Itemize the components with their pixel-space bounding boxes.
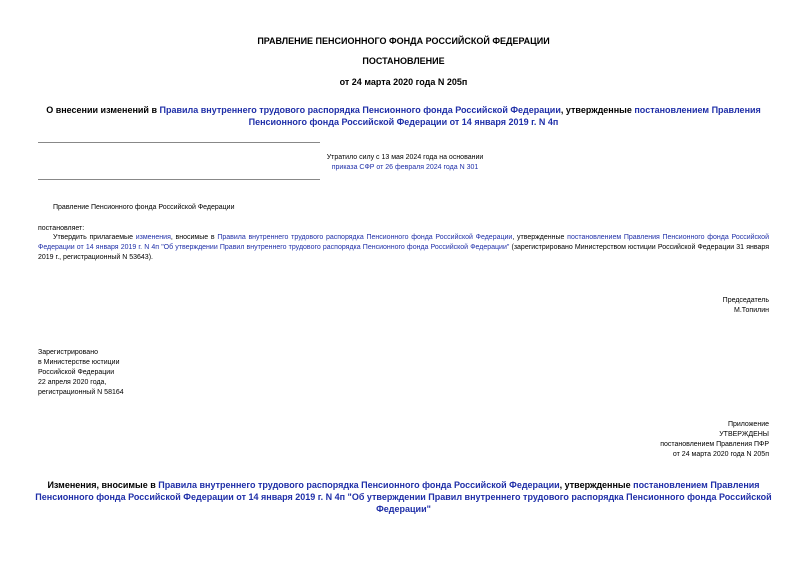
signature-name: М.Топилин [734, 307, 769, 314]
changes-mid: , утвержденные [559, 480, 634, 490]
changes-link-rules[interactable]: Правила внутреннего трудового распорядка Пенсионного фонда Российской Федерации [158, 480, 560, 490]
appendix-line-4: от 24 марта 2020 года N 205п [672, 451, 769, 458]
doc-title [30, 104, 777, 128]
registration-line-2: в Министерстве юстиции [38, 359, 120, 366]
doc-date-number: от 24 марта 2020 года N 205п [339, 77, 468, 87]
doc-type: ПОСТАНОВЛЕНИЕ [362, 56, 445, 66]
appendix-line-2: УТВЕРЖДЕНЫ [719, 431, 769, 438]
registration-line-4: 22 апреля 2020 года, [38, 379, 107, 386]
registration-line-5: регистрационный N 58164 [38, 389, 124, 396]
p1-link-changes[interactable]: изменения [135, 234, 171, 241]
p1-text-b: , вносимые в [170, 234, 218, 241]
p1-text-d: (зарегистрировано Министерством юстиции Российской Федерации 31 января 2019 г., регистрационный N 53643). [38, 244, 769, 261]
title-prefix: О внесении изменений в [46, 105, 160, 115]
registration-line-1: Зарегистрировано [38, 349, 98, 356]
org-header: ПРАВЛЕНИЕ ПЕНСИОННОГО ФОНДА РОССИЙСКОЙ ФЕДЕРАЦИИ [257, 36, 550, 46]
appendix-line-3: постановлением Правления ПФР [660, 441, 769, 448]
divider-top [38, 142, 320, 143]
changes-link-decree[interactable]: постановлением Правления Пенсионного фонда Российской Федерации от 14 января 2019 г. N 4п "Об утверждении Правил внутреннего трудового распорядка Пенсионного фонда Российской Федерации" [35, 480, 772, 514]
appendix-block [660, 420, 769, 460]
title-mid: , утвержденные [560, 105, 635, 115]
decrees-word: постановляет: [38, 225, 85, 232]
registration-block [38, 348, 124, 398]
p1-link-decree[interactable]: постановлением Правления Пенсионного фонда Российской Федерации от 14 января 2019 г. N 4п "Об утверждении Правил внутреннего трудового распорядка Пенсионного фонда Российской Федерации" [38, 234, 769, 251]
status-note [320, 153, 490, 173]
p1-text-c: , утвержденные [512, 234, 568, 241]
p1-text: Утвердить прилагаемые [53, 234, 136, 241]
divider-bottom [38, 179, 320, 180]
changes-title [30, 479, 777, 515]
resolution-paragraph [38, 233, 769, 263]
status-line: Утратило силу с 13 мая 2024 года на основании [326, 154, 484, 161]
signature-block [723, 296, 769, 316]
p1-link-rules[interactable]: Правила внутреннего трудового распорядка Пенсионного фонда Российской Федерации [217, 234, 513, 241]
signature-role: Председатель [722, 297, 769, 304]
title-link-decree[interactable]: постановлением Правления Пенсионного фонда Российской Федерации от 14 января 2019 г. N 4п [248, 105, 761, 127]
board-name: Правление Пенсионного фонда Российской Федерации [53, 204, 235, 211]
changes-prefix: Изменения, вносимые в [47, 480, 159, 490]
appendix-line-1: Приложение [727, 421, 769, 428]
status-link[interactable]: приказа СФР от 26 февраля 2024 года N 301 [331, 164, 479, 171]
registration-line-3: Российской Федерации [38, 369, 115, 376]
title-link-rules[interactable]: Правила внутреннего трудового распорядка Пенсионного фонда Российской Федерации [159, 105, 561, 115]
